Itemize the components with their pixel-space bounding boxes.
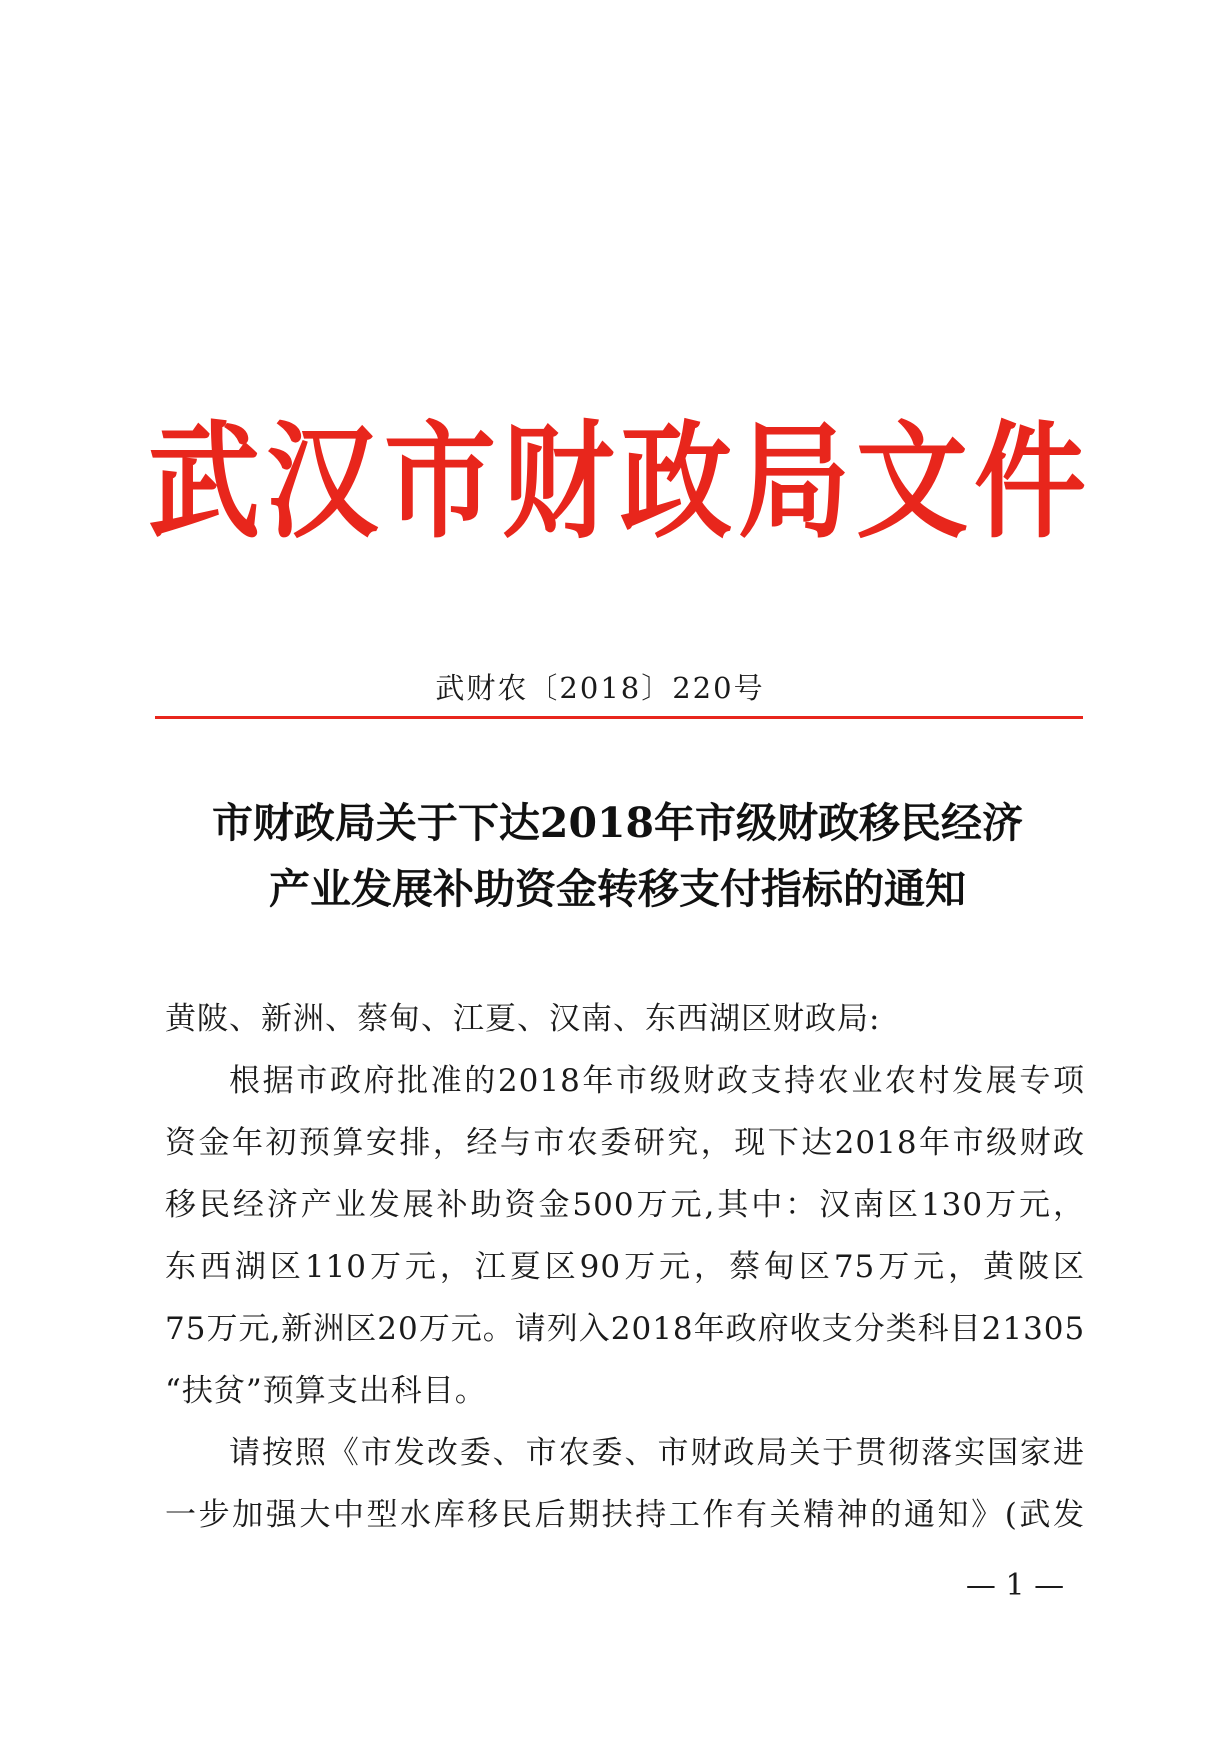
paragraph-1-line-6: “扶贫”预算支出科目。 bbox=[165, 1373, 487, 1409]
page-number: — 1 — bbox=[965, 1568, 1065, 1603]
notice-title-line-2: 产业发展补助资金转移支付指标的通知 bbox=[269, 865, 966, 913]
issuer-header-title: 武汉市财政局文件 bbox=[148, 409, 1092, 556]
notice-title-line-1: 市财政局关于下达2018年市级财政移民经济 bbox=[211, 799, 1024, 847]
red-divider-rule bbox=[155, 716, 1083, 719]
notice-body bbox=[165, 988, 1085, 1546]
paragraph-1-line-5: 75万元,新洲区20万元。请列入2018年政府收支分类科目21305 bbox=[165, 1311, 1086, 1347]
paragraph-2-line-1: 请按照《市发改委、市农委、市财政局关于贯彻落实国家进 bbox=[229, 1435, 1085, 1471]
paragraph-1-line-2: 资金年初预算安排，经与市农委研究，现下达2018年市级财政 bbox=[165, 1125, 1085, 1161]
paragraph-1-line-3: 移民经济产业发展补助资金500万元,其中：汉南区130万元， bbox=[165, 1187, 1085, 1223]
paragraph-1-line-1: 根据市政府批准的2018年市级财政支持农业农村发展专项 bbox=[229, 1063, 1085, 1099]
addressee-line: 黄陂、新洲、蔡甸、江夏、汉南、东西湖区财政局: bbox=[165, 1001, 881, 1037]
notice-title bbox=[150, 790, 1085, 922]
document-number: 武财农〔2018〕220号 bbox=[435, 671, 765, 705]
paragraph-1-line-4: 东西湖区110万元，江夏区90万元，蔡甸区75万元，黄陂区 bbox=[165, 1249, 1085, 1285]
paragraph-2-line-2: 一步加强大中型水库移民后期扶持工作有关精神的通知》(武发 bbox=[165, 1497, 1085, 1533]
